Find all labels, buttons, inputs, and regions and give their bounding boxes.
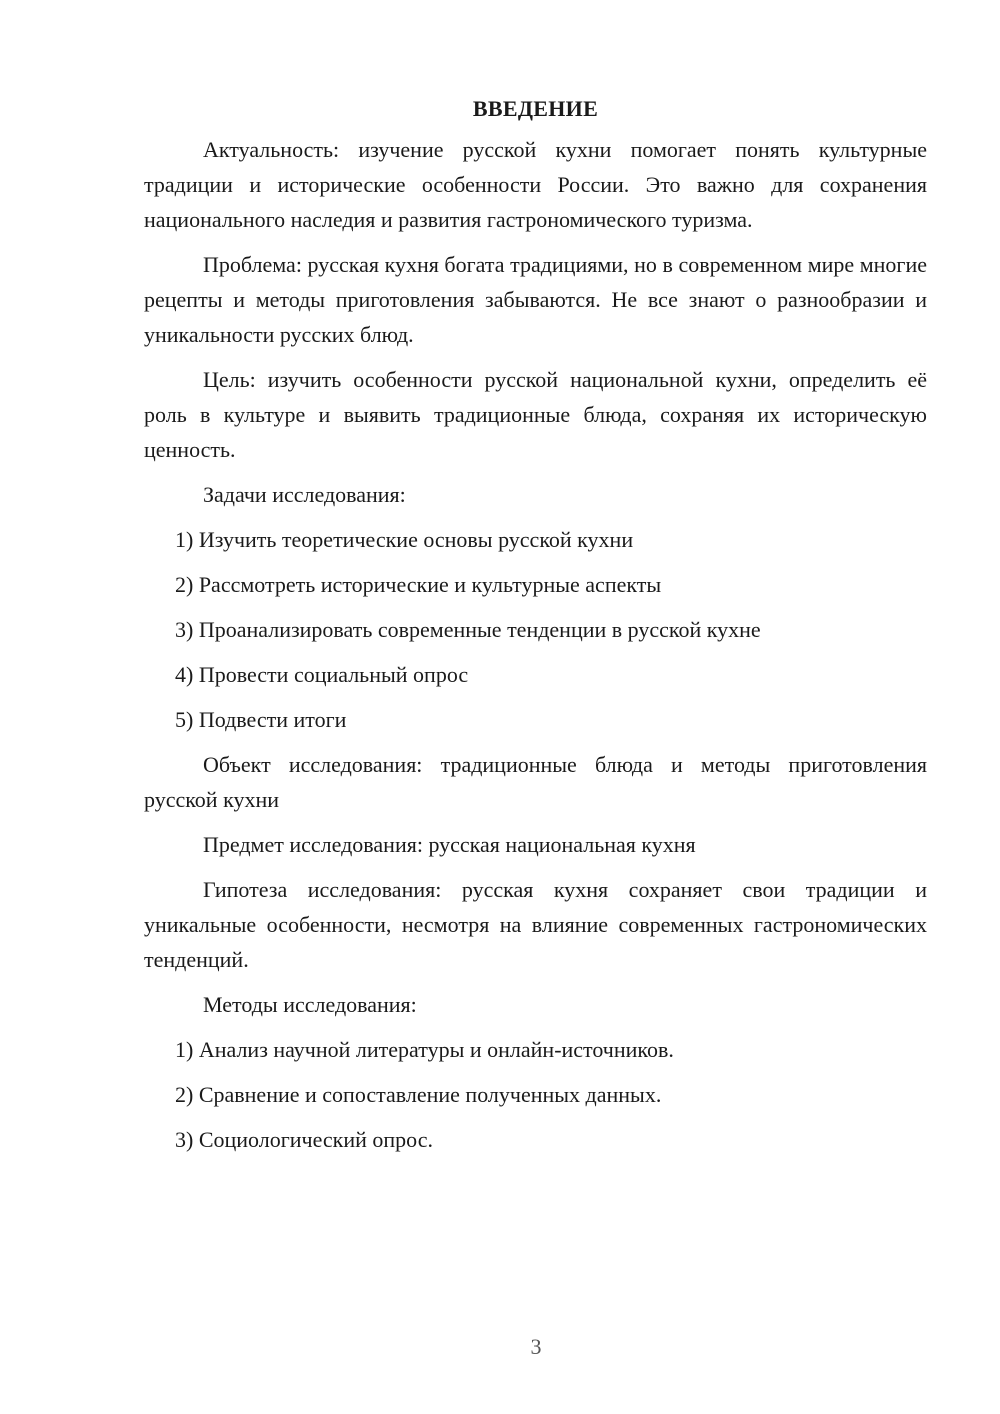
page-number: 3 [530,1334,542,1359]
tasks-list [144,522,927,737]
object-paragraph: Объект исследования: традиционные блюда и методы приготовления русской кухни [144,752,927,812]
list-item: 4) Провести социальный опрос [175,662,469,687]
problem-paragraph: Проблема: русская кухня богата традициями, но в современном мире многие рецепты и методы приготовления забываются. Не все знают о разнообразии и уникальности русских блюд. [144,252,927,347]
list-item: 1) Анализ научной литературы и онлайн-источников. [175,1037,674,1062]
list-item: 1) Изучить теоретические основы русской кухни [175,527,634,552]
methods-title: Методы исследования: [203,992,417,1017]
document-page [144,92,927,1167]
list-item: 3) Проанализировать современные тенденции в русской кухне [175,617,761,642]
list-item: 2) Рассмотреть исторические и культурные аспекты [175,572,662,597]
list-item: 3) Социологический опрос. [175,1127,433,1152]
list-item: 2) Сравнение и сопоставление полученных данных. [175,1082,662,1107]
methods-list [144,1032,927,1157]
section-heading: ВВЕДЕНИЕ [472,96,599,121]
goal-paragraph: Цель: изучить особенности русской национальной кухни, определить её роль в культуре и выявить традиционные блюда, сохраняя их историческую ценность. [144,367,927,462]
subject-paragraph: Предмет исследования: русская национальная кухня [203,832,696,857]
hypothesis-paragraph: Гипотеза исследования: русская кухня сохраняет свои традиции и уникальные особенности, несмотря на влияние современных гастрономических тенденций. [144,877,927,972]
tasks-title: Задачи исследования: [203,482,406,507]
list-item: 5) Подвести итоги [175,707,347,732]
relevance-paragraph: Актуальность: изучение русской кухни помогает понять культурные традиции и исторические особенности России. Это важно для сохранения национального наследия и развития гастрономического туризма. [144,137,927,232]
